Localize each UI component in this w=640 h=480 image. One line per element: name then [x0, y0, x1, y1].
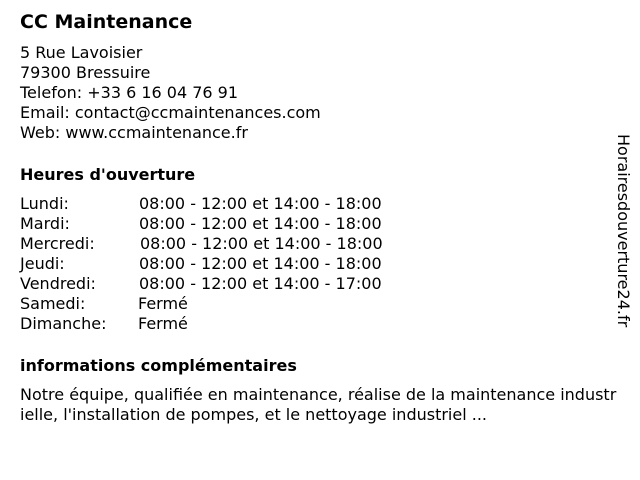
hours-row-wednesday: [20, 234, 605, 254]
hours-time: 08:00 - 12:00 et 14:00 - 18:00: [139, 254, 382, 273]
hours-time: 08:00 - 12:00 et 14:00 - 18:00: [140, 234, 383, 253]
hours-row-monday: [20, 194, 605, 214]
hours-day: Lundi:: [20, 194, 69, 213]
hours-day: Vendredi:: [20, 274, 96, 293]
opening-hours-heading: Heures d'ouverture: [20, 165, 196, 184]
hours-day: Jeudi:: [20, 254, 65, 273]
hours-row-thursday: [20, 254, 605, 274]
hours-time: 08:00 - 12:00 et 14:00 - 18:00: [139, 194, 382, 213]
hours-day: Mardi:: [20, 214, 70, 233]
hours-day: Mercredi:: [20, 234, 95, 253]
hours-time: 08:00 - 12:00 et 14:00 - 18:00: [139, 214, 382, 233]
address-city: 79300 Bressuire: [20, 63, 151, 82]
address-street: 5 Rue Lavoisier: [20, 43, 143, 62]
web-line: Web: www.ccmaintenance.fr: [20, 123, 248, 142]
hours-row-saturday: [20, 294, 605, 314]
phone-line: Telefon: +33 6 16 04 76 91: [20, 83, 239, 102]
hours-day: Samedi:: [20, 294, 86, 313]
hours-row-sunday: [20, 314, 605, 334]
business-card: [20, 10, 617, 425]
hours-row-tuesday: [20, 214, 605, 234]
hours-time: Fermé: [138, 294, 188, 313]
business-name: CC Maintenance: [20, 11, 193, 33]
additional-info-heading: informations complémentaires: [20, 356, 297, 375]
additional-info-text: Notre équipe, qualifiée en maintenance, réalise de la maintenance industrielle, l'installation de pompes, et le nettoyage industriel ...: [20, 385, 617, 424]
email-line: Email: contact@ccmaintenances.com: [20, 103, 321, 122]
hours-day: Dimanche:: [20, 314, 107, 333]
site-watermark: Horairesdouverture24.fr: [614, 134, 633, 328]
hours-time: 08:00 - 12:00 et 14:00 - 17:00: [139, 274, 382, 293]
hours-row-friday: [20, 274, 605, 294]
opening-hours-table: [20, 194, 605, 334]
hours-time: Fermé: [138, 314, 188, 333]
